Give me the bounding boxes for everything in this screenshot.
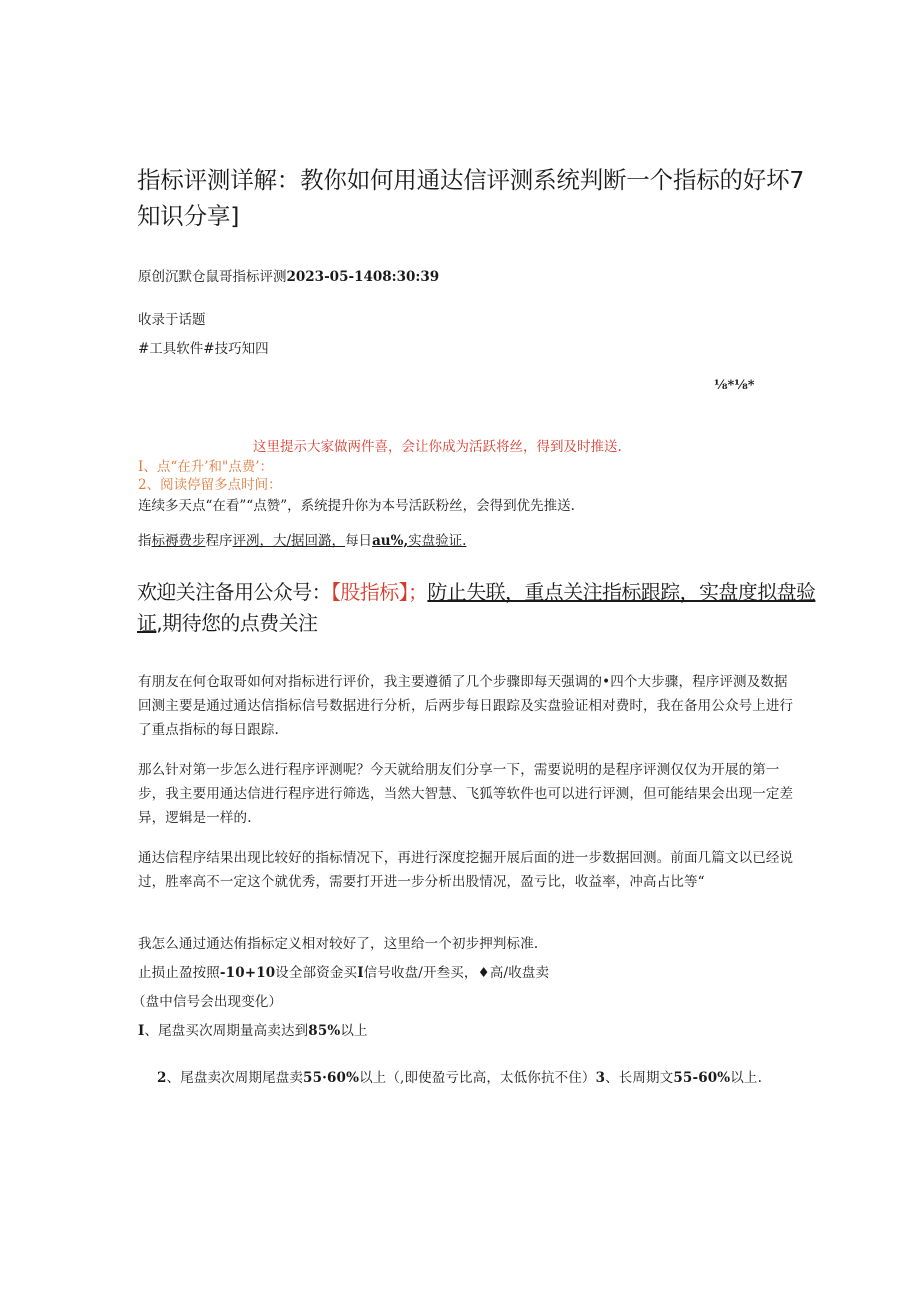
notice-hint: 这里提示大家做两件喜，会让你成为活跃将丝，得到及时推送. xyxy=(253,439,622,455)
p5-bold-i: I xyxy=(357,965,364,981)
follow-suffix: ,期待您的点费关注 xyxy=(156,611,318,635)
p5-text-e: 信号收盘/开叁买， xyxy=(363,965,478,981)
publish-datetime: 2023-05-1408:30:39 xyxy=(286,269,440,285)
link-daily-tracking[interactable]: au%, xyxy=(372,533,409,549)
series-links xyxy=(138,529,466,549)
criteria-1-number: I xyxy=(138,1023,145,1039)
links-middle-2: 每日 xyxy=(345,533,373,549)
follow-underlined[interactable]: 防止失联，重点关注指标跟踪，实盘度拟盘验证 xyxy=(137,580,816,635)
criteria-2-3 xyxy=(157,1064,797,1092)
topic-label: 收录于话题 xyxy=(138,312,206,328)
criteria-3-suffix: 以上. xyxy=(730,1070,763,1086)
byline[interactable]: 原创沉默仓鼠哥指标评测 xyxy=(138,269,287,285)
p5-bold-diamond: ♦ xyxy=(477,965,490,981)
follow-banner xyxy=(137,577,837,639)
body-paragraph-2: 那么针对第一步怎么进行程序评测呢？今天就给朋友们分享一下，需要说明的是程序评测仅仅为开展的第一步，我主要用通达信进行程序进行筛选，当然大智慧、飞狐等软件也可以进行评测，但可能结果会出现一定差异，逻辑是一样的. xyxy=(138,762,794,826)
p5-bold-range: -10+10 xyxy=(219,965,276,981)
topic-tags[interactable]: #工具软件#技巧知四 xyxy=(138,341,269,357)
article-meta xyxy=(138,265,439,285)
page-indicator: ⅛*⅛* xyxy=(714,378,755,393)
criteria-2-value: 55·60% xyxy=(303,1070,360,1086)
criteria-1 xyxy=(138,1019,798,1043)
criteria-2-suffix: 以上（,即使盈亏比高，太低你抗不住） xyxy=(359,1070,596,1086)
links-middle-1: 程序 xyxy=(205,533,233,549)
p5-text-g: 高/收盘卖 xyxy=(489,965,550,981)
criteria-2-text: 、尾盘卖次周期尾盘卖 xyxy=(166,1070,304,1086)
criteria-3-number: 3 xyxy=(595,1070,606,1086)
criteria-3-text: 、长周期文 xyxy=(605,1070,674,1086)
link-live-verify[interactable]: 实盘验证. xyxy=(408,533,467,549)
notice-step-2: 2、阅读停留多点时间： xyxy=(138,477,282,493)
notice-step-1: I、点“在升’和"点费’： xyxy=(138,459,274,475)
criteria-3-value: 55-60% xyxy=(673,1070,731,1086)
link-program-review[interactable]: 评冽，大/据回潞， xyxy=(232,533,346,549)
links-prefix: 指 xyxy=(138,533,152,549)
criteria-1-text: 、尾盘买次周期量高卖达到 xyxy=(144,1023,309,1039)
body-paragraph-3: 通达信程序结果出现比较好的指标情况下，再进行深度挖掘开展后面的进一步数据回测。前面几篇文以已经说过，胜率高不一定这个就优秀，需要打开进一步分析出股情况，盈亏比，收益率，冲高占比等“ xyxy=(138,850,794,890)
body-paragraph-5 xyxy=(138,961,798,985)
p5-text-c: 设全部资金买 xyxy=(275,965,358,981)
account-name[interactable]: 【股指标】； xyxy=(331,580,428,604)
p5-text-a: 止损止盈按照 xyxy=(138,965,220,981)
notice-paragraph: 连续多天点“在看”“点赞”，系统提升你为本号活跃粉丝，会得到优先推送. xyxy=(138,498,575,514)
criteria-2-number: 2 xyxy=(157,1070,167,1086)
body-paragraph-4: 我怎么通过通达侑指标定义相对较好了，这里给一个初步押判标准. xyxy=(138,936,539,952)
criteria-1-value: 85% xyxy=(308,1023,341,1039)
follow-prefix: 欢迎关注备用公众号： xyxy=(137,580,331,604)
body-paragraph-1: 有朋友在何仓取哥如何对指标进行评价，我主要遵循了几个步骤即每天强调的•四个大步骤，程序评测及数据回测主要是通过通达信指标信号数据进行分析，后两步每日跟踪及实盘验证相对费时，我在备用公众号上进行了重点指标的每日跟踪. xyxy=(138,674,794,738)
criteria-1-suffix: 以上 xyxy=(340,1023,368,1039)
article-title: 指标评测详解：教你如何用通达信评测系统判断一个指标的好坏7知识分享] xyxy=(137,166,805,230)
body-paragraph-6: （盘中信号会出现变化） xyxy=(132,994,283,1010)
link-indicator-steps[interactable]: 标褥费步 xyxy=(151,533,206,549)
